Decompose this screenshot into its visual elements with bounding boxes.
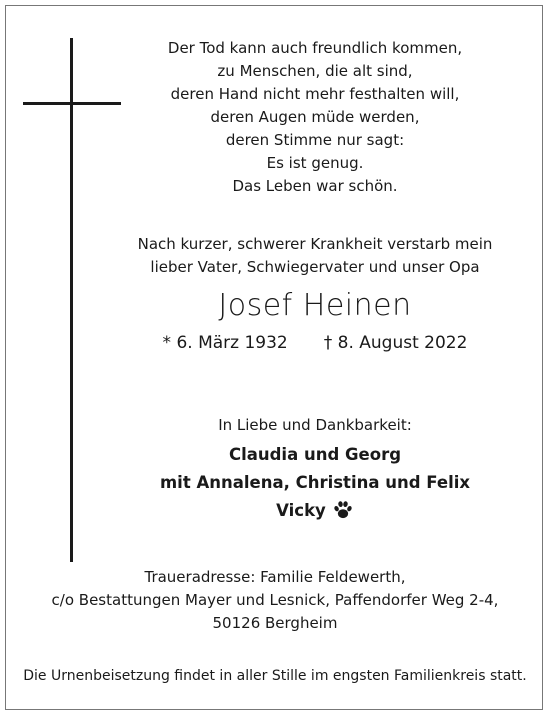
mourners-intro: In Liebe und Dankbarkeit: — [218, 416, 412, 434]
announcement-line: lieber Vater, Schwiegervater und unser Opa — [150, 258, 480, 276]
mourner-line-pet — [110, 497, 520, 530]
address-line: c/o Bestattungen Mayer und Lesnick, Paffendorfer Weg 2-4, — [51, 591, 499, 609]
address-line: Traueradresse: Familie Feldewerth, — [144, 568, 406, 586]
poem — [110, 37, 520, 198]
mourners-list — [110, 441, 520, 530]
announcement-line: Nach kurzer, schwerer Krankheit verstarb mein — [137, 235, 493, 253]
pet-name: Vicky — [276, 501, 326, 520]
poem-line: Es ist genug. — [266, 154, 364, 172]
cross-vertical-bar — [70, 38, 73, 562]
cross-horizontal-bar — [23, 102, 121, 105]
paw-print-icon — [332, 499, 354, 530]
poem-line: Das Leben war schön. — [232, 177, 398, 195]
address-line: 50126 Bergheim — [212, 614, 338, 632]
poem-line: Der Tod kann auch freundlich kommen, — [167, 39, 463, 57]
death-announcement — [110, 233, 520, 279]
deceased-name: Josef Heinen — [218, 288, 412, 323]
poem-line: deren Augen müde werden, — [210, 108, 420, 126]
birth-date: * 6. März 1932 — [162, 333, 288, 353]
death-date: † 8. August 2022 — [323, 333, 468, 353]
poem-line: zu Menschen, die alt sind, — [217, 62, 413, 80]
mourning-address — [20, 566, 530, 635]
poem-line: deren Hand nicht mehr festhalten will, — [170, 85, 460, 103]
burial-note: Die Urnenbeisetzung findet in aller Stille im engsten Familienkreis statt. — [23, 668, 527, 684]
poem-line: deren Stimme nur sagt: — [225, 131, 405, 149]
mourner-line: Claudia und Georg — [228, 445, 402, 464]
life-dates — [110, 331, 520, 355]
mourner-line: mit Annalena, Christina und Felix — [159, 473, 471, 492]
